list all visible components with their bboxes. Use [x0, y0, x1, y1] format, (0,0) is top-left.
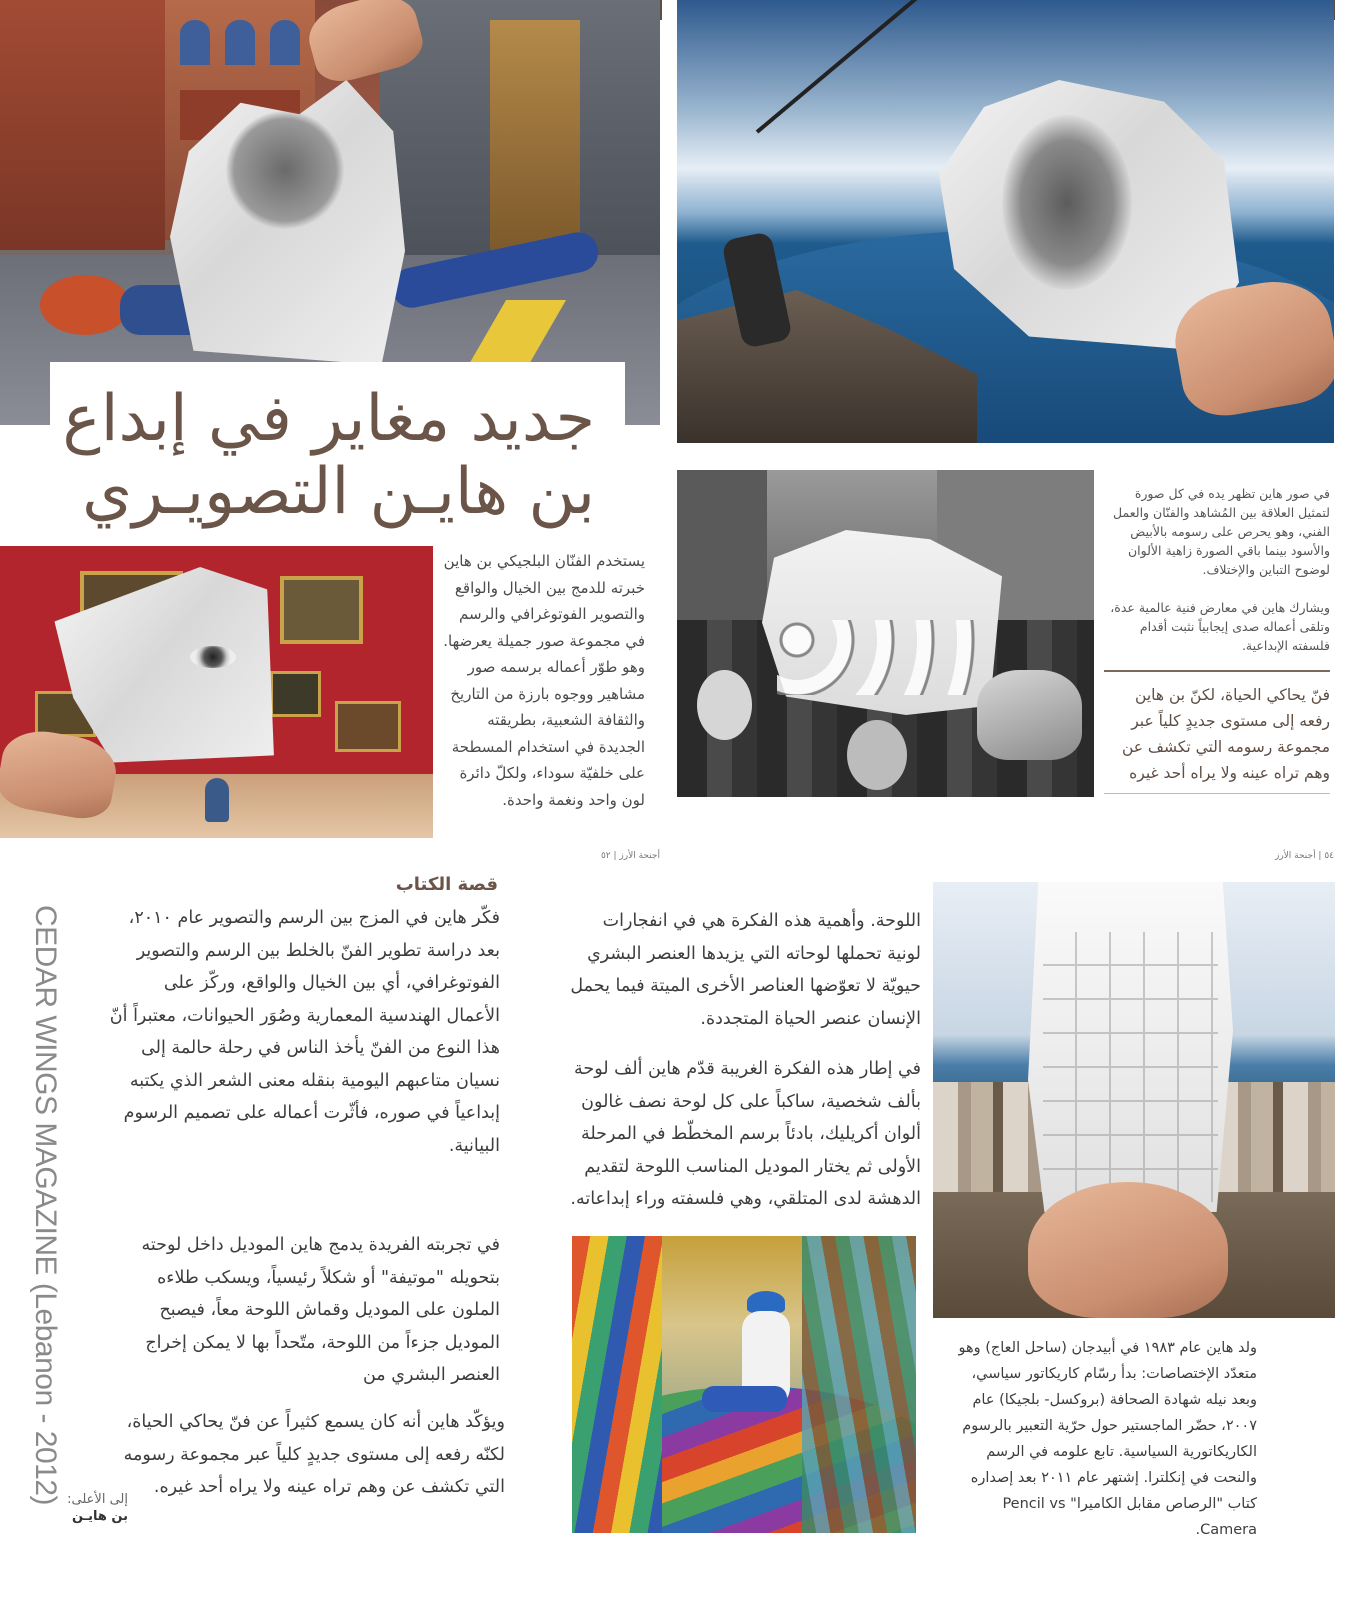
middle-paragraph-2: في إطار هذه الفكرة الغريبة قدّم هاين ألف لوحة بألف شخصية، ساكباً على كل لوحة نصف غالون ألوان أكريليك، بادئاً برسم المخطّط في المرحلة الأولى ثم يختار الموديل المناسب اللوحة لتقديم الدهشة لدى المتلقي، وهي فلسفته وراء إبداعاته. — [570, 1059, 921, 1209]
middle-paragraph-1: اللوحة. وأهمية هذه الفكرة هي في انفجارات لونية تحملها لوحاته التي يزيدها العنصر البشري حيويّة لا تعوّضها العناصر الأخرى الميتة فيما يحمل الإنسان عنصر الحياة المتجددة. — [570, 911, 921, 1029]
fishing-photo — [677, 0, 1334, 443]
story-paragraph-3: ويؤكّد هاين أنه كان يسمع كثيراً عن فنّ يحاكي الحياة، لكنّه رفعه إلى مستوى جديدٍ كلياً عبر مجموعة رسومه التي تكشف عن وهم تراه عينه ولا يراه أحد غيره. — [123, 1412, 505, 1497]
side-paragraph-1: في صور هاين تظهر يده في كل صورة لتمثيل العلاقة بين المُشاهد والفنّان والعمل الفني، وهو يحرص على رسومه بالأبيض والأسود بينما باقي الصورة زاهية الألوان لوضوح التباين والإختلاف. — [1113, 486, 1330, 577]
pull-quote-rule-top — [1104, 670, 1330, 672]
article-title-line-2: بن هايـن التصويـري — [82, 455, 595, 529]
intro-paragraph: يستخدم الفنّان البلجيكي بن هاين خبرته للدمج بين الخيال والواقع والتصوير الفوتوغرافي والرسم في مجموعة صور جميلة يعرضها. وهو طوّر أعماله برسمه صور مشاهير ووجوه بارزة من التاريخ والثقافة الشعبية، بطريقته الجديدة في استخدام المسطحة على خلفيّة سوداء، ولكلّ دائرة لون واحد ونغمة واحدة. — [443, 552, 645, 809]
vertical-magazine-title: CEDAR WINGS MAGAZINE (Lebanon - 2012) — [29, 905, 62, 1506]
gallery-eye-photo — [0, 546, 433, 838]
bio-paragraph: ولد هاين عام ١٩٨٣ في أبيدجان (ساحل العاج) وهو متعدّد الإختصاصات: بدأ رسّام كاريكاتور سياسي، وبعد نيله شهادة الصحافة (بروكسل- بلجيكا) عام ٢٠٠٧، حضّر الماجستير حول حرّية التعبير بالرسوم الكاريكاتورية السياسية. تابع علومه في الرسم والنحت في إنكلترا. إشتهر عام ٢٠١١ بعد إصداره كتاب "الرصاص مقابل الكاميرا" Pencil vs Camera. — [958, 1340, 1257, 1538]
roots-photo — [572, 1236, 916, 1533]
caption-label: إلى الأعلى: — [67, 1492, 128, 1507]
story-paragraph-2: في تجربته الفريدة يدمج هاين الموديل داخل لوحته بتحويله "موتيفة" أو شكلاً رئيسياً، ويسكب طلاءه الملون على الموديل وقماش اللوحة معاً، فيصبح الموديل جزءاً من اللوحة، متّحداً بها لا يمكن إخراج العنصر البشري من — [141, 1235, 500, 1385]
story-paragraph-1: فكّر هاين في المزج بين الرسم والتصوير عام ٢٠١٠، بعد دراسة تطوير الفنّ بالخلط بين الرسم والتصوير الفوتوغرافي، أي بين الخيال والواقع، وركّز على الأعمال الهندسية المعمارية وصُوَر الحيوانات، معتبراً أنّ هذا النوع من الفنّ يأخذ الناس في رحلة حالمة إلى نسيان متاعبهم اليومية بنقله معنى الشعر الذي يكتبه إبداعياً في صوره، فأثّرت أعماله على تصميم الرسوم البيانية. — [109, 908, 500, 1156]
pull-quote-rule-bottom — [1104, 793, 1330, 794]
article-title-line-1: جديد مغاير في إبداع — [62, 382, 595, 456]
story-heading: قصة الكتاب — [395, 874, 498, 895]
tetris-village-photo — [933, 882, 1335, 1318]
pull-quote: فنّ يحاكي الحياة، لكنّ بن هاين رفعه إلى مستوى جديدٍ كلياً عبر مجموعة رسومه التي تكشف عن وهم تراه عينه ولا يراه أحد غيره — [1121, 686, 1330, 782]
caption-name: بن هايـن — [71, 1509, 128, 1524]
side-paragraph-2: ويشارك هاين في معارض فنية عالمية عدة، وتلقى أعماله صدى إيجابياً نثبت أقدام فلسفته الإبداعية. — [1110, 600, 1330, 653]
folio-right: ٥٤ | أجنحة الأرز — [1274, 851, 1334, 861]
folio-left: أجنحة الأرز | ٥٢ — [600, 851, 660, 861]
crowd-photo — [677, 470, 1094, 797]
